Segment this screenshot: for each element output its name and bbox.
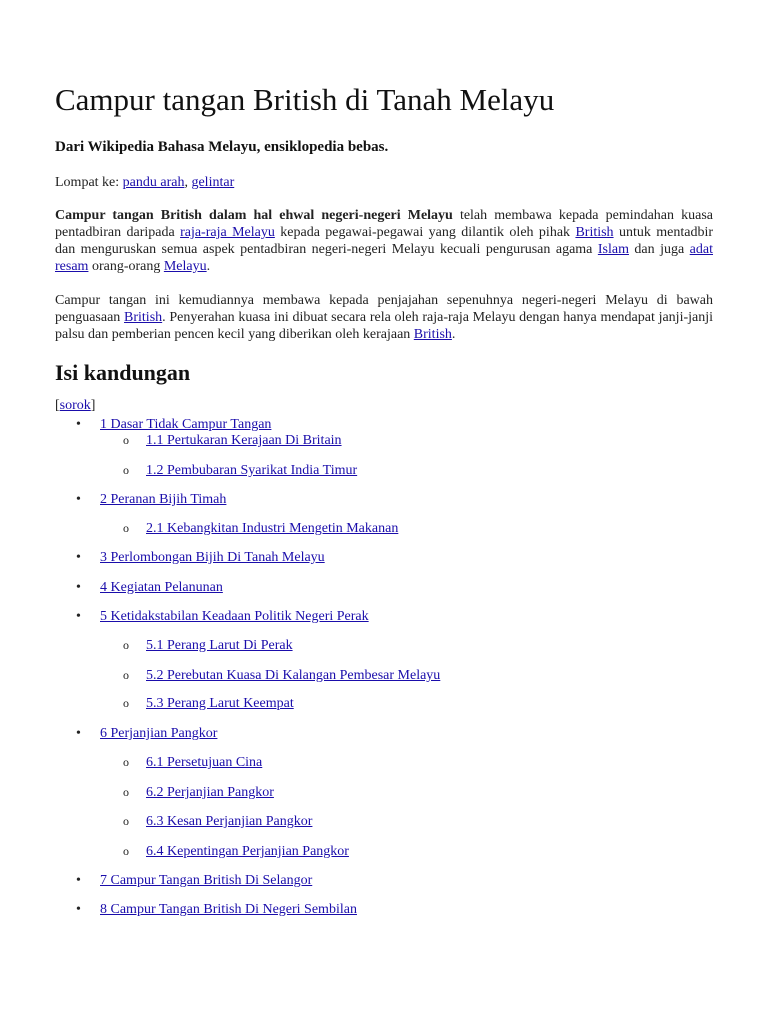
toc-toggle-open-bracket: [ [55, 398, 60, 413]
bullet-icon [76, 579, 81, 596]
bullet-icon [76, 549, 81, 566]
toc-toggle [55, 398, 95, 414]
link-british[interactable]: British [413, 327, 452, 342]
toc-toggle-close-bracket: ] [90, 398, 96, 413]
toc-subsection-link[interactable]: 5.1 Perang Larut Di Perak [146, 638, 293, 653]
nav-link[interactable]: pandu arah [122, 175, 185, 190]
jump-separator: , [184, 175, 192, 190]
circle-bullet-icon [123, 843, 129, 860]
circle-bullet-icon [123, 667, 129, 684]
toc-section-link[interactable]: 3 Perlombongan Bijih Di Tanah Melayu [100, 550, 325, 565]
link-british[interactable]: British [124, 310, 163, 325]
bullet-icon [76, 725, 81, 742]
intro-text-3: untuk mentadbir dan menguruskan semua aspek pentadbiran negeri-negeri Melayu kecuali pengurusan agama [55, 225, 714, 257]
intro-text-6: . [206, 259, 211, 274]
toc-section-link[interactable]: 7 Campur Tangan British Di Selangor [100, 873, 313, 888]
circle-bullet-icon [123, 784, 129, 801]
toc-section-link[interactable]: 6 Perjanjian Pangkor [100, 726, 218, 741]
toc-subsection-link[interactable]: 1.2 Pembubaran Syarikat India Timur [146, 463, 358, 478]
jump-prefix: Lompat ke: [55, 175, 123, 190]
intro-text-2: kepada pegawai-pegawai yang dilantik oleh pihak [274, 225, 576, 240]
link-melayu[interactable]: Melayu [163, 259, 207, 274]
circle-bullet-icon [123, 462, 129, 479]
link-british[interactable]: British [575, 225, 614, 240]
bullet-icon [76, 872, 81, 889]
circle-bullet-icon [123, 813, 129, 830]
intro-text-5: orang-orang [88, 259, 164, 274]
toc-subsection-link[interactable]: 5.3 Perang Larut Keempat [146, 696, 294, 711]
page-subtitle: Dari Wikipedia Bahasa Melayu, ensiklopedia bebas. [55, 139, 389, 155]
toc-section-link[interactable]: 4 Kegiatan Pelanunan [100, 580, 223, 595]
toc-subsection-link[interactable]: 6.4 Kepentingan Perjanjian Pangkor [146, 844, 349, 859]
toc-section-link[interactable]: 2 Peranan Bijih Timah [100, 492, 227, 507]
circle-bullet-icon [123, 754, 129, 771]
toc-subsection-link[interactable]: 6.2 Perjanjian Pangkor [146, 785, 274, 800]
link-raja-raja-melayu[interactable]: raja-raja Melayu [180, 225, 275, 240]
toc-subsection-link[interactable]: 6.1 Persetujuan Cina [146, 755, 263, 770]
search-link[interactable]: gelintar [191, 175, 235, 190]
toc-subsection-link[interactable]: 1.1 Pertukaran Kerajaan Di Britain [146, 433, 342, 448]
toc-heading: Isi kandungan [55, 360, 191, 385]
intro-paragraph [55, 207, 713, 275]
toc-subsection-link[interactable]: 6.3 Kesan Perjanjian Pangkor [146, 814, 313, 829]
intro-bold-term: Campur tangan British dalam hal ehwal negeri-negeri Melayu [55, 208, 453, 223]
bullet-icon [76, 491, 81, 508]
toc-section-link[interactable]: 5 Ketidakstabilan Keadaan Politik Negeri Perak [100, 609, 369, 624]
second-paragraph [55, 292, 713, 343]
circle-bullet-icon [123, 637, 129, 654]
jump-to-bar [55, 175, 234, 191]
bullet-icon [76, 416, 81, 433]
bullet-icon [76, 901, 81, 918]
intro-text-1: telah membawa kepada pemindahan kuasa pentadbiran daripada [55, 208, 713, 240]
second-text-1: Campur tangan ini kemudiannya membawa kepada penjajahan sepenuhnya negeri-negeri Melayu di bawah penguasaan [55, 293, 713, 325]
toc-hide-link[interactable]: sorok [59, 398, 91, 413]
toc-subsection-link[interactable]: 2.1 Kebangkitan Industri Mengetin Makanan [146, 521, 399, 536]
circle-bullet-icon [123, 520, 129, 537]
second-text-3: . [451, 327, 456, 342]
link-islam[interactable]: Islam [597, 242, 629, 257]
toc-section-link[interactable]: 8 Campur Tangan British Di Negeri Sembilan [100, 902, 357, 917]
bullet-icon [76, 608, 81, 625]
toc-subsection-link[interactable]: 5.2 Perebutan Kuasa Di Kalangan Pembesar Melayu [146, 668, 441, 683]
page-title: Campur tangan British di Tanah Melayu [55, 82, 555, 117]
toc-section-link[interactable]: 1 Dasar Tidak Campur Tangan [100, 417, 272, 432]
circle-bullet-icon [123, 695, 129, 712]
second-text-2: . Penyerahan kuasa ini dibuat secara rela oleh raja-raja Melayu dengan hanya mendapat janji-janji palsu dan pemberian pencen kecil yang diberikan oleh kerajaan [55, 310, 714, 342]
circle-bullet-icon [123, 432, 129, 449]
link-adat-resam[interactable]: adat resam [55, 242, 713, 274]
intro-text-4: dan juga [628, 242, 690, 257]
